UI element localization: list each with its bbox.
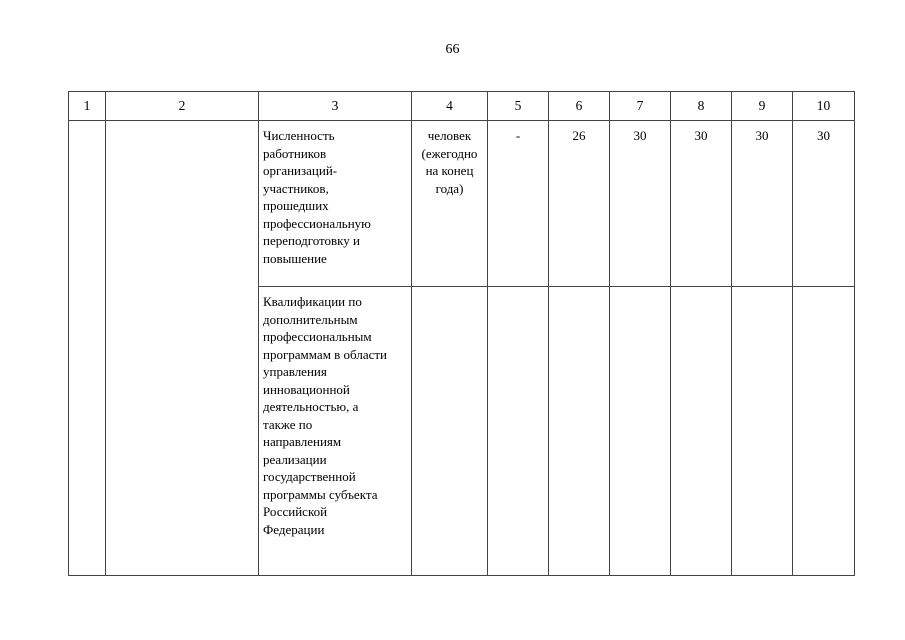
header-cell: 5 [488, 92, 549, 121]
header-cell: 10 [793, 92, 855, 121]
indicators-table [68, 91, 855, 576]
indicator-text: Квалификации по дополнительным профессиональным программам в области управления инновационной деятельностью, а также по направлениям реализации государственной программы субъекта Российской Федерации [263, 294, 388, 537]
value: 26 [572, 128, 586, 143]
header-cell: 7 [610, 92, 671, 121]
base-value: - [515, 128, 521, 143]
header-row [69, 92, 855, 121]
empty-cell [106, 121, 259, 576]
unit-text: человек (ежегодно на конец года) [421, 128, 478, 196]
value-cell [549, 121, 610, 287]
empty-cell [549, 287, 610, 576]
empty-cell [793, 287, 855, 576]
unit-cell [412, 121, 488, 287]
empty-cell [488, 287, 549, 576]
empty-cell [732, 287, 793, 576]
indicator-text: Численность работников организаций- участников, прошедших профессиональную переподготовку и повышение [263, 128, 371, 266]
indicator-cell [259, 121, 412, 287]
value: 30 [694, 128, 708, 143]
header-cell: 1 [69, 92, 106, 121]
value-cell [610, 121, 671, 287]
header-cell: 8 [671, 92, 732, 121]
indicator-cell [259, 287, 412, 576]
empty-cell [671, 287, 732, 576]
header-cell: 3 [259, 92, 412, 121]
value: 30 [755, 128, 769, 143]
page-number: 66 [445, 42, 460, 57]
value-cell [793, 121, 855, 287]
empty-cell [69, 121, 106, 576]
table-row [69, 121, 855, 287]
base-value-cell [488, 121, 549, 287]
header-cell: 2 [106, 92, 259, 121]
value: 30 [633, 128, 647, 143]
empty-cell [412, 287, 488, 576]
header-cell: 6 [549, 92, 610, 121]
value-cell [671, 121, 732, 287]
header-cell: 9 [732, 92, 793, 121]
empty-cell [610, 287, 671, 576]
value: 30 [817, 128, 830, 143]
value-cell [732, 121, 793, 287]
header-cell: 4 [412, 92, 488, 121]
